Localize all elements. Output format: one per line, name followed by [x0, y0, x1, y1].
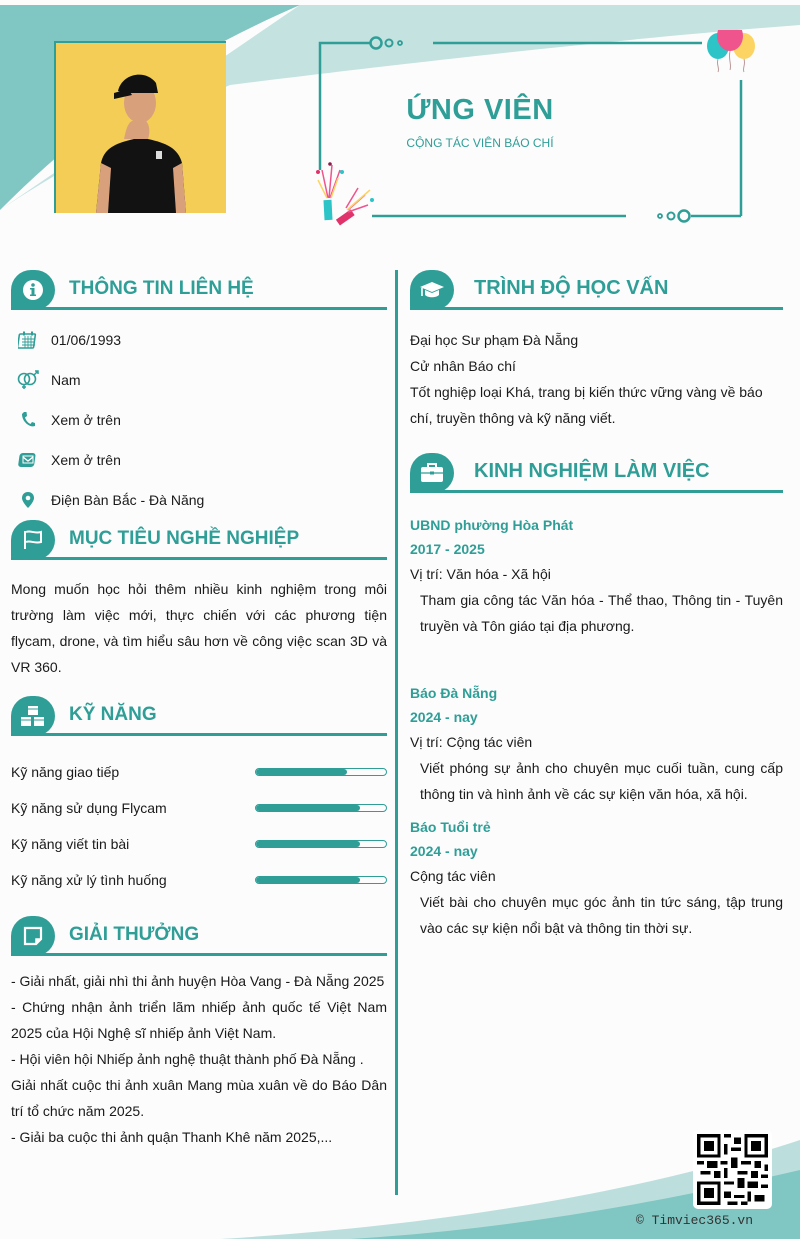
skill-row: [11, 826, 387, 862]
award-line: - Giải nhất, giải nhì thi ảnh huyện Hòa Vang - Đà Nẵng 2025: [11, 973, 385, 989]
section-header-contact: [11, 270, 387, 310]
copyright: © Timviec365.vn: [636, 1213, 754, 1228]
candidate-name: ỨNG VIÊN: [406, 94, 554, 126]
info-icon: [11, 270, 55, 310]
address-value: Điện Bàn Bắc - Đà Năng: [51, 492, 205, 508]
contact-email: [11, 440, 387, 480]
skill-bar: [255, 876, 387, 884]
left-column: [11, 270, 387, 1150]
cubes-icon: [11, 696, 55, 736]
job-title: CỘNG TÁC VIÊN BÁO CHÍ: [406, 136, 554, 150]
education-description: Tốt nghiệp loại Khá, trang bị kiến thức vững vàng về báo chí, truyền thông và kỹ năng viết.: [410, 384, 763, 426]
gender-value: Nam: [51, 372, 81, 388]
experience-time: 2017 - 2025: [410, 541, 485, 557]
section-header-skills: [11, 696, 387, 736]
section-header-experience: [410, 453, 783, 493]
skill-name: Kỹ năng xử lý tình huống: [11, 872, 167, 888]
name-frame-decoration: [310, 30, 760, 240]
contact-phone: [11, 400, 387, 440]
experience-company: Báo Đà Nẵng: [410, 685, 498, 701]
experience-position: Vị trí: Cộng tác viên: [410, 734, 533, 750]
skill-bar-fill: [256, 877, 360, 883]
skill-bar-fill: [256, 841, 360, 847]
education-school: Đại học Sư phạm Đà Nẵng: [410, 332, 579, 348]
right-column: [410, 270, 783, 941]
skill-name: Kỹ năng sử dụng Flycam: [11, 800, 167, 816]
column-divider: [395, 270, 398, 1195]
graduation-cap-icon: [410, 270, 454, 310]
experience-item: [410, 513, 783, 639]
skill-name: Kỹ năng viết tin bài: [11, 836, 130, 852]
experience-time: 2024 - nay: [410, 709, 478, 725]
skill-row: [11, 754, 387, 790]
contact-address: [11, 480, 387, 520]
qr-code[interactable]: [693, 1130, 772, 1209]
skill-bar-fill: [256, 805, 360, 811]
skill-bar: [255, 804, 387, 812]
calendar-icon: [11, 330, 51, 350]
skill-bar-fill: [256, 769, 347, 775]
section-header-education: [410, 270, 783, 310]
section-title: TRÌNH ĐỘ HỌC VẤN: [474, 277, 669, 299]
experience-item: [410, 815, 783, 941]
experience-time: 2024 - nay: [410, 843, 478, 859]
contact-birthday: [11, 320, 387, 360]
award-line: - Giải ba cuộc thi ảnh quận Thanh Khê năm 2025,...: [11, 1129, 333, 1145]
skill-bar: [255, 768, 387, 776]
award-line: - Hội viên hội Nhiếp ảnh nghệ thuật thành phố Đà Nẵng .: [11, 1051, 364, 1067]
objective-text: Mong muốn học hỏi thêm nhiều kinh nghiệm trong môi trường làm việc mới, thực chiến với các phương tiện flycam, drone, và tìm hiểu sâu hơn về công việc scan 3D và VR 360.: [11, 581, 387, 675]
section-title: KỸ NĂNG: [69, 703, 157, 725]
email-icon: [11, 452, 51, 468]
gender-icon: [11, 370, 51, 390]
experience-description: Viết bài cho chuyên mục góc ảnh tin tức sáng, tập trung vào các sự kiện nổi bật và thông tin thời sự.: [420, 894, 783, 936]
award-line: Giải nhất cuộc thi ảnh xuân Mang mùa xuân về do Báo Dân trí tổ chức năm 2025.: [11, 1077, 387, 1119]
skill-name: Kỹ năng giao tiếp: [11, 764, 120, 780]
skill-row: [11, 862, 387, 898]
education-content: [410, 327, 783, 431]
location-icon: [11, 491, 51, 509]
skill-row: [11, 790, 387, 826]
section-title: KINH NGHIỆM LÀM VIỆC: [474, 460, 710, 482]
experience-item: [410, 681, 783, 807]
flag-icon: [11, 520, 55, 560]
phone-icon: [11, 411, 51, 429]
briefcase-icon: [410, 453, 454, 493]
award-line: - Chứng nhận ảnh triển lãm nhiếp ảnh quốc tế Việt Nam 2025 của Hội Nghệ sĩ nhiếp ảnh Việt Nam.: [11, 999, 387, 1041]
education-degree: Cử nhân Báo chí: [410, 358, 516, 374]
phone-value: Xem ở trên: [51, 412, 121, 428]
contact-list: [11, 320, 387, 520]
birthday-value: 01/06/1993: [51, 332, 122, 348]
section-title: THÔNG TIN LIÊN HỆ: [69, 277, 254, 299]
contact-gender: [11, 360, 387, 400]
note-icon: [11, 916, 55, 956]
section-header-awards: [11, 916, 387, 956]
section-header-objective: [11, 520, 387, 560]
experience-company: Báo Tuổi trẻ: [410, 819, 491, 835]
experience-description: Tham gia công tác Văn hóa - Thể thao, Thông tin - Tuyên truyền và Tôn giáo tại địa phương.: [420, 592, 783, 634]
awards-list: [11, 968, 387, 1150]
skill-bar: [255, 840, 387, 848]
experience-position: Cộng tác viên: [410, 868, 496, 884]
email-value: Xem ở trên: [51, 452, 121, 468]
skills-list: [11, 754, 387, 898]
experience-position: Vị trí: Văn hóa - Xã hội: [410, 566, 551, 582]
section-title: MỤC TIÊU NGHỀ NGHIỆP: [69, 527, 300, 549]
section-title: GIẢI THƯỞNG: [69, 923, 200, 945]
avatar: [56, 43, 226, 213]
experience-description: Viết phóng sự ảnh cho chuyên mục cuối tuần, cung cấp thông tin và hình ảnh về các sự kiện văn hóa, xã hội.: [420, 760, 783, 802]
experience-company: UBND phường Hòa Phát: [410, 517, 574, 533]
